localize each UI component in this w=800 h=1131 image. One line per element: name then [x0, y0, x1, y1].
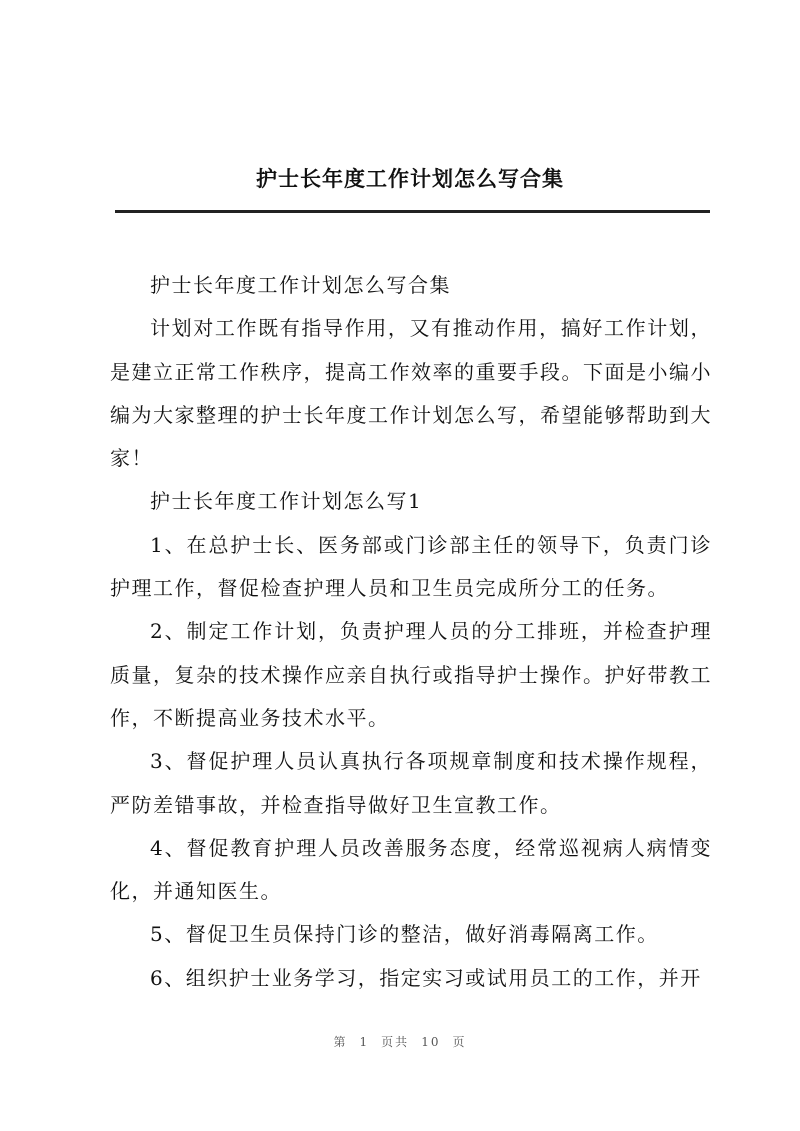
paragraph-intro: 计划对工作既有指导作用，又有推动作用，搞好工作计划，是建立正常工作秩序，提高工作效率的重要手段。下面是小编小编为大家整理的护士长年度工作计划怎么写，希望能够帮助到大家！ — [110, 316, 712, 471]
paragraph-heading: 护士长年度工作计划怎么写合集 — [150, 273, 451, 297]
footer-current-page: 1 — [359, 1035, 370, 1049]
paragraph-item-6: 6、组织护士业务学习，指定实习或试用员工的工作，并开 — [150, 965, 702, 990]
paragraph-item-3: 3、督促护理人员认真执行各项规章制度和技术操作规程，严防差错事故，并检查指导做好卫生宣教工作。 — [110, 749, 712, 817]
paragraph-section-heading: 护士长年度工作计划怎么写1 — [150, 489, 423, 514]
paragraph-item-1: 1、在总护士长、医务部或门诊部主任的领导下，负责门诊护理工作，督促检查护理人员和卫生员完成所分工的任务。 — [110, 532, 712, 601]
paragraph-item-4: 4、督促教育护理人员改善服务态度，经常巡视病人病情变化，并通知医生。 — [110, 835, 712, 904]
footer-label-pages: 页 — [452, 1035, 467, 1049]
paragraph-item-5: 5、督促卫生员保持门诊的整洁，做好消毒隔离工作。 — [150, 922, 659, 947]
document-title: 护士长年度工作计划怎么写合集 — [256, 166, 564, 191]
document-body — [110, 264, 712, 1000]
title-divider — [115, 210, 710, 213]
page-footer — [0, 1032, 800, 1052]
footer-total-pages: 10 — [421, 1035, 441, 1049]
footer-label-of: 页共 — [381, 1035, 410, 1049]
paragraph-item-2: 2、制定工作计划，负责护理人员的分工排班，并检查护理质量，复杂的技术操作应亲自执行或指导护士操作。护好带教工作，不断提高业务技术水平。 — [110, 619, 712, 730]
footer-label-page: 第 — [333, 1035, 348, 1049]
